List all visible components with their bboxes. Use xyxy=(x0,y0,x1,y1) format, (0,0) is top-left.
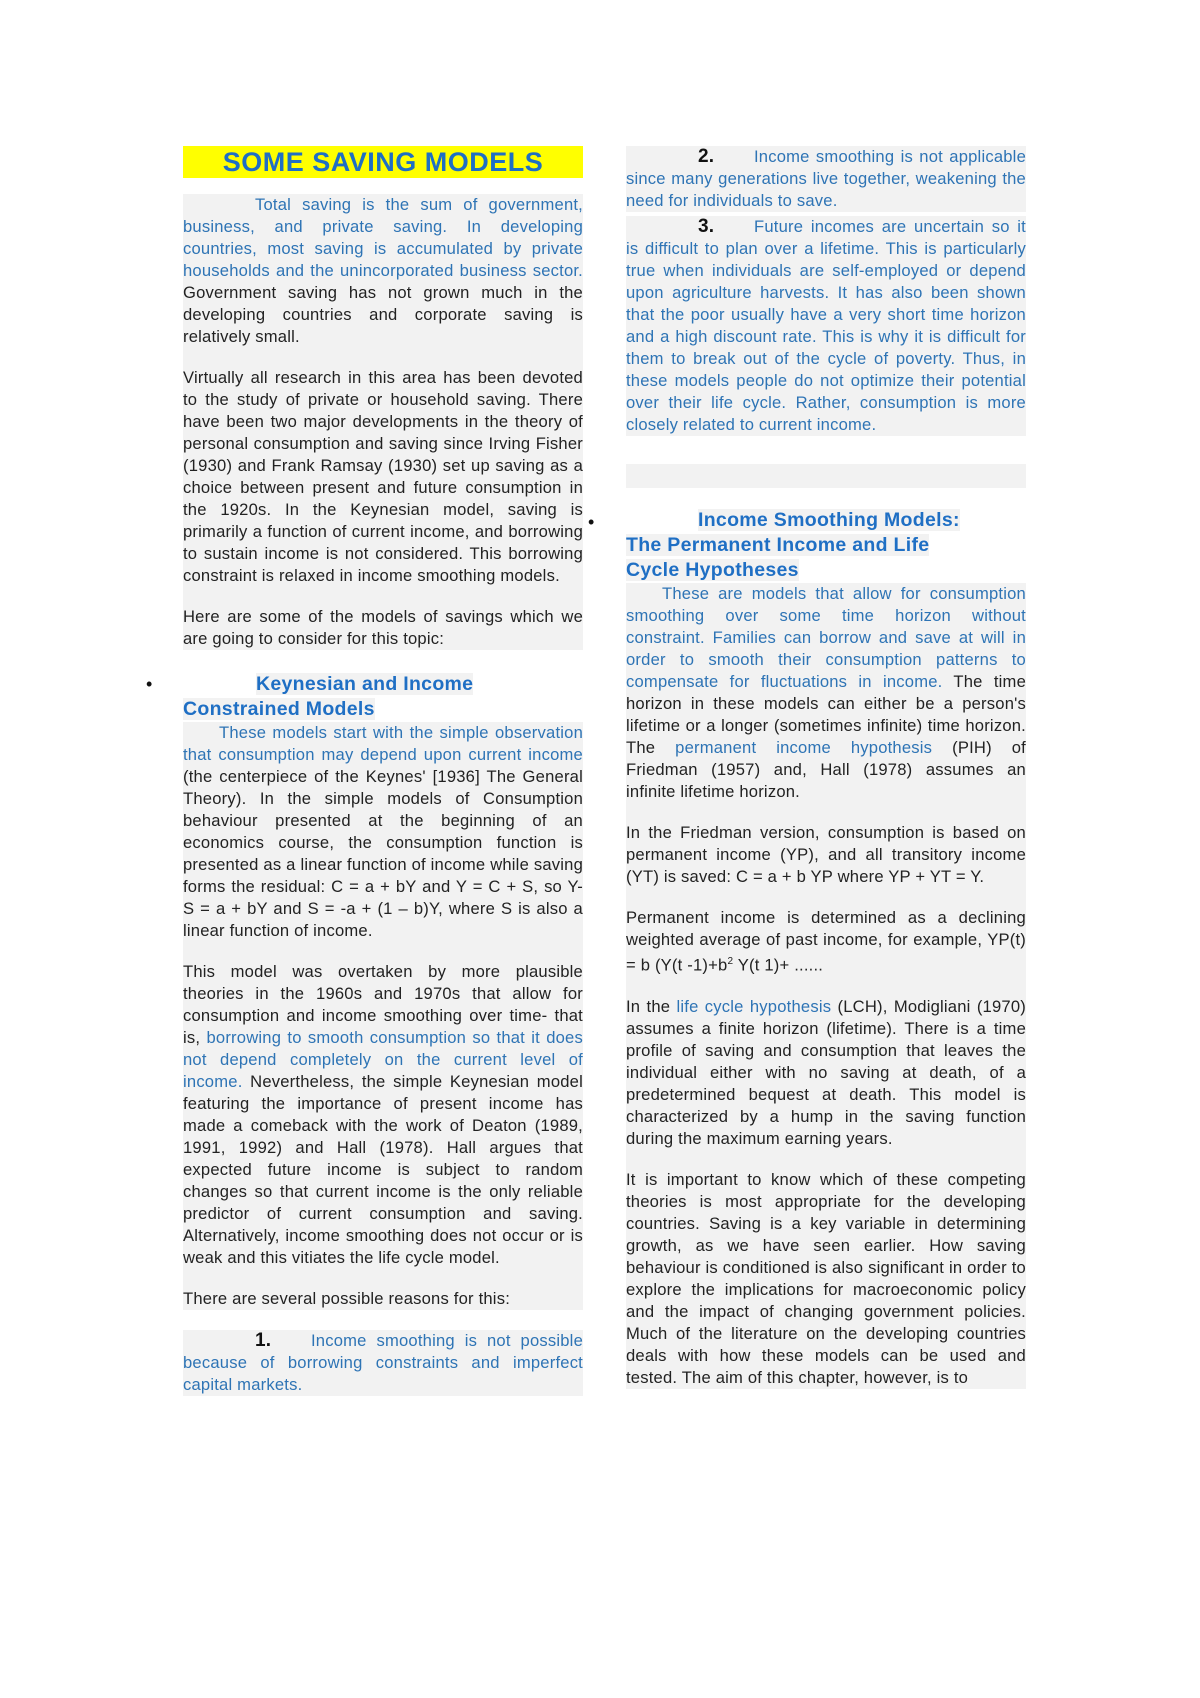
keynesian-paragraph xyxy=(183,722,583,942)
heading-line: Keynesian and Income xyxy=(256,673,474,695)
reason-item-3 xyxy=(626,216,1026,436)
competing-theories-paragraph: It is important to know which of these competing theories is most appropriate for the developing countries. Saving is a key variable in determining growth, as we have seen earlier. How saving behaviour is conditioned is also significant in order to explore the implications for macroeconomic policy and the impact of changing government policies. Much of the literature on the developing countries deals with how these models can be used and tested. The aim of this chapter, however, is to xyxy=(626,1169,1026,1387)
reasons-paragraph: There are several possible reasons for this: xyxy=(183,1289,510,1308)
heading-line: Income Smoothing Models: xyxy=(698,509,960,531)
reason-item-1 xyxy=(183,1330,583,1396)
keynesian-blue-text: These models start with the simple observation that consumption may depend upon current income xyxy=(183,723,583,764)
models-intro-paragraph: Here are some of the models of savings which we are going to consider for this topic: xyxy=(183,607,583,648)
bullet-point: • xyxy=(146,674,153,694)
empty-shaded-line xyxy=(626,464,1026,488)
spacer xyxy=(183,1269,583,1288)
spacer xyxy=(183,942,583,961)
item-number: 1. xyxy=(255,1330,272,1351)
item-text: Income smoothing is not possible because of borrowing constraints and imperfect capital markets. xyxy=(183,1331,583,1394)
income-smoothing-paragraph: These are models that allow for consumption smoothing over some time horizon without constraint. Families can borrow and save at will in order to smooth their consumption patterns to compensate for fluctuations in income. The time horizon in these models can either be a person's lifetime or a longer (sometimes infinite) time horizon. The permanent income hypothesis (PIH) of Friedman (1957) and, Hall (1978) assumes an infinite lifetime horizon. xyxy=(626,584,1027,801)
item-number: 2. xyxy=(698,146,715,167)
heading-line: Constrained Models xyxy=(183,698,375,720)
income-smoothing-heading xyxy=(626,508,1026,583)
right-column xyxy=(588,146,1027,1389)
keynesian-heading xyxy=(183,672,583,722)
spacer xyxy=(183,650,583,672)
heading-line: The Permanent Income and Life xyxy=(626,534,930,556)
keynesian-heading-block xyxy=(146,672,583,722)
spacer xyxy=(626,436,1026,464)
overtaken-blue-text: borrowing to smooth consumption so that it does not depend completely on the current level of income. xyxy=(183,1028,583,1091)
pih-term: permanent income hypothesis xyxy=(675,738,933,757)
item-number: 3. xyxy=(698,216,715,237)
intro-rest-text: Government saving has not grown much in the developing countries and corporate saving is relatively small. xyxy=(183,283,583,346)
spacer xyxy=(183,1310,583,1330)
spacer xyxy=(626,803,1026,822)
reason-item-2 xyxy=(626,146,1026,212)
item-text: Future incomes are uncertain so it is difficult to plan over a lifetime. This is particularly true when individuals are self-employed or depend upon agriculture harvests. It has also been shown that the poor usually have a very short time horizon and a high discount rate. This is why it is difficult for them to break out of the cycle of poverty. Thus, in these models people do not optimize their potential over their life cycle. Rather, consumption is more closely related to current income. xyxy=(626,217,1026,434)
bullet-point: • xyxy=(588,512,595,532)
spacer xyxy=(183,348,583,367)
spacer xyxy=(626,1150,1026,1169)
keynesian-body xyxy=(183,722,583,1310)
heading-line: Cycle Hypotheses xyxy=(626,559,799,581)
lch-term: life cycle hypothesis xyxy=(676,996,832,1016)
spacer xyxy=(626,888,1026,907)
income-smoothing-heading-block xyxy=(588,508,1026,583)
friedman-paragraph: In the Friedman version, consumption is based on permanent income (YP), and all transitory income (YT) is saved: C = a + b YP where YP + YT = Y. xyxy=(626,823,1026,886)
spacer xyxy=(183,587,583,606)
lch-paragraph: In the life cycle hypothesis (LCH), Modigliani (1970) assumes a finite horizon (lifetime). There is a time profile of saving and consumption that leaves the individual either with no saving at death, of a predetermined bequest at death. This model is characterized by a hump in the saving function during the maximum earning years. xyxy=(626,996,1026,1148)
keynesian-rest-text: (the centerpiece of the Keynes' [1936] The General Theory). In the simple models of Consumption behaviour presented at the beginning of an economics course, the consumption function is presented as a linear function of income while saving forms the residual: C = a + bY and Y = C + S, so Y- S = a + bY and S = -a + (1 – b)Y, where S is also a linear function of income. xyxy=(183,767,583,940)
overtaken-paragraph: This model was overtaken by more plausible theories in the 1960s and 1970s that allow for consumption and income smoothing over time- that is, borrowing to smooth consumption so that it does not depend completely on the current level of income. Nevertheless, the simple Keynesian model featuring the importance of present income has made a comeback with the work of Deaton (1989, 1991, 1992) and Hall (1978). Hall argues that expected future income is subject to random changes so that current income is the only reliable predictor of current consumption and saving. Alternatively, income smoothing does not occur or is weak and this vitiates the life cycle model. xyxy=(183,962,583,1267)
research-paragraph: Virtually all research in this area has been devoted to the study of private or household saving. There have been two major developments in the theory of personal consumption and saving since Irving Fisher (1930) and Frank Ramsay (1930) set up saving as a choice between present and future consumption in the 1920s. In the Keynesian model, saving is primarily a function of current income, and borrowing to sustain income is not considered. This borrowing constraint is relaxed in income smoothing models. xyxy=(183,368,583,585)
intro-paragraph-block xyxy=(183,194,583,650)
page-title: SOME SAVING MODELS xyxy=(183,146,583,178)
intro-paragraph xyxy=(183,194,583,348)
spacer xyxy=(626,488,1026,508)
spacer xyxy=(626,977,1026,996)
income-smoothing-body xyxy=(626,583,1026,1389)
item-text: Income smoothing is not applicable since many generations live together, weakening the need for individuals to save. xyxy=(626,147,1026,210)
intro-blue-text: Total saving is the sum of government, business, and private saving. In developing countries, most saving is accumulated by private households and the unincorporated business sector. xyxy=(183,195,583,280)
left-column xyxy=(146,146,583,1396)
permanent-income-paragraph: Permanent income is determined as a declining weighted average of past income, for example, YP(t) = b (Y(t $-1)+b^2$ Y(t 1)+ ...... xyxy=(626,908,1026,975)
